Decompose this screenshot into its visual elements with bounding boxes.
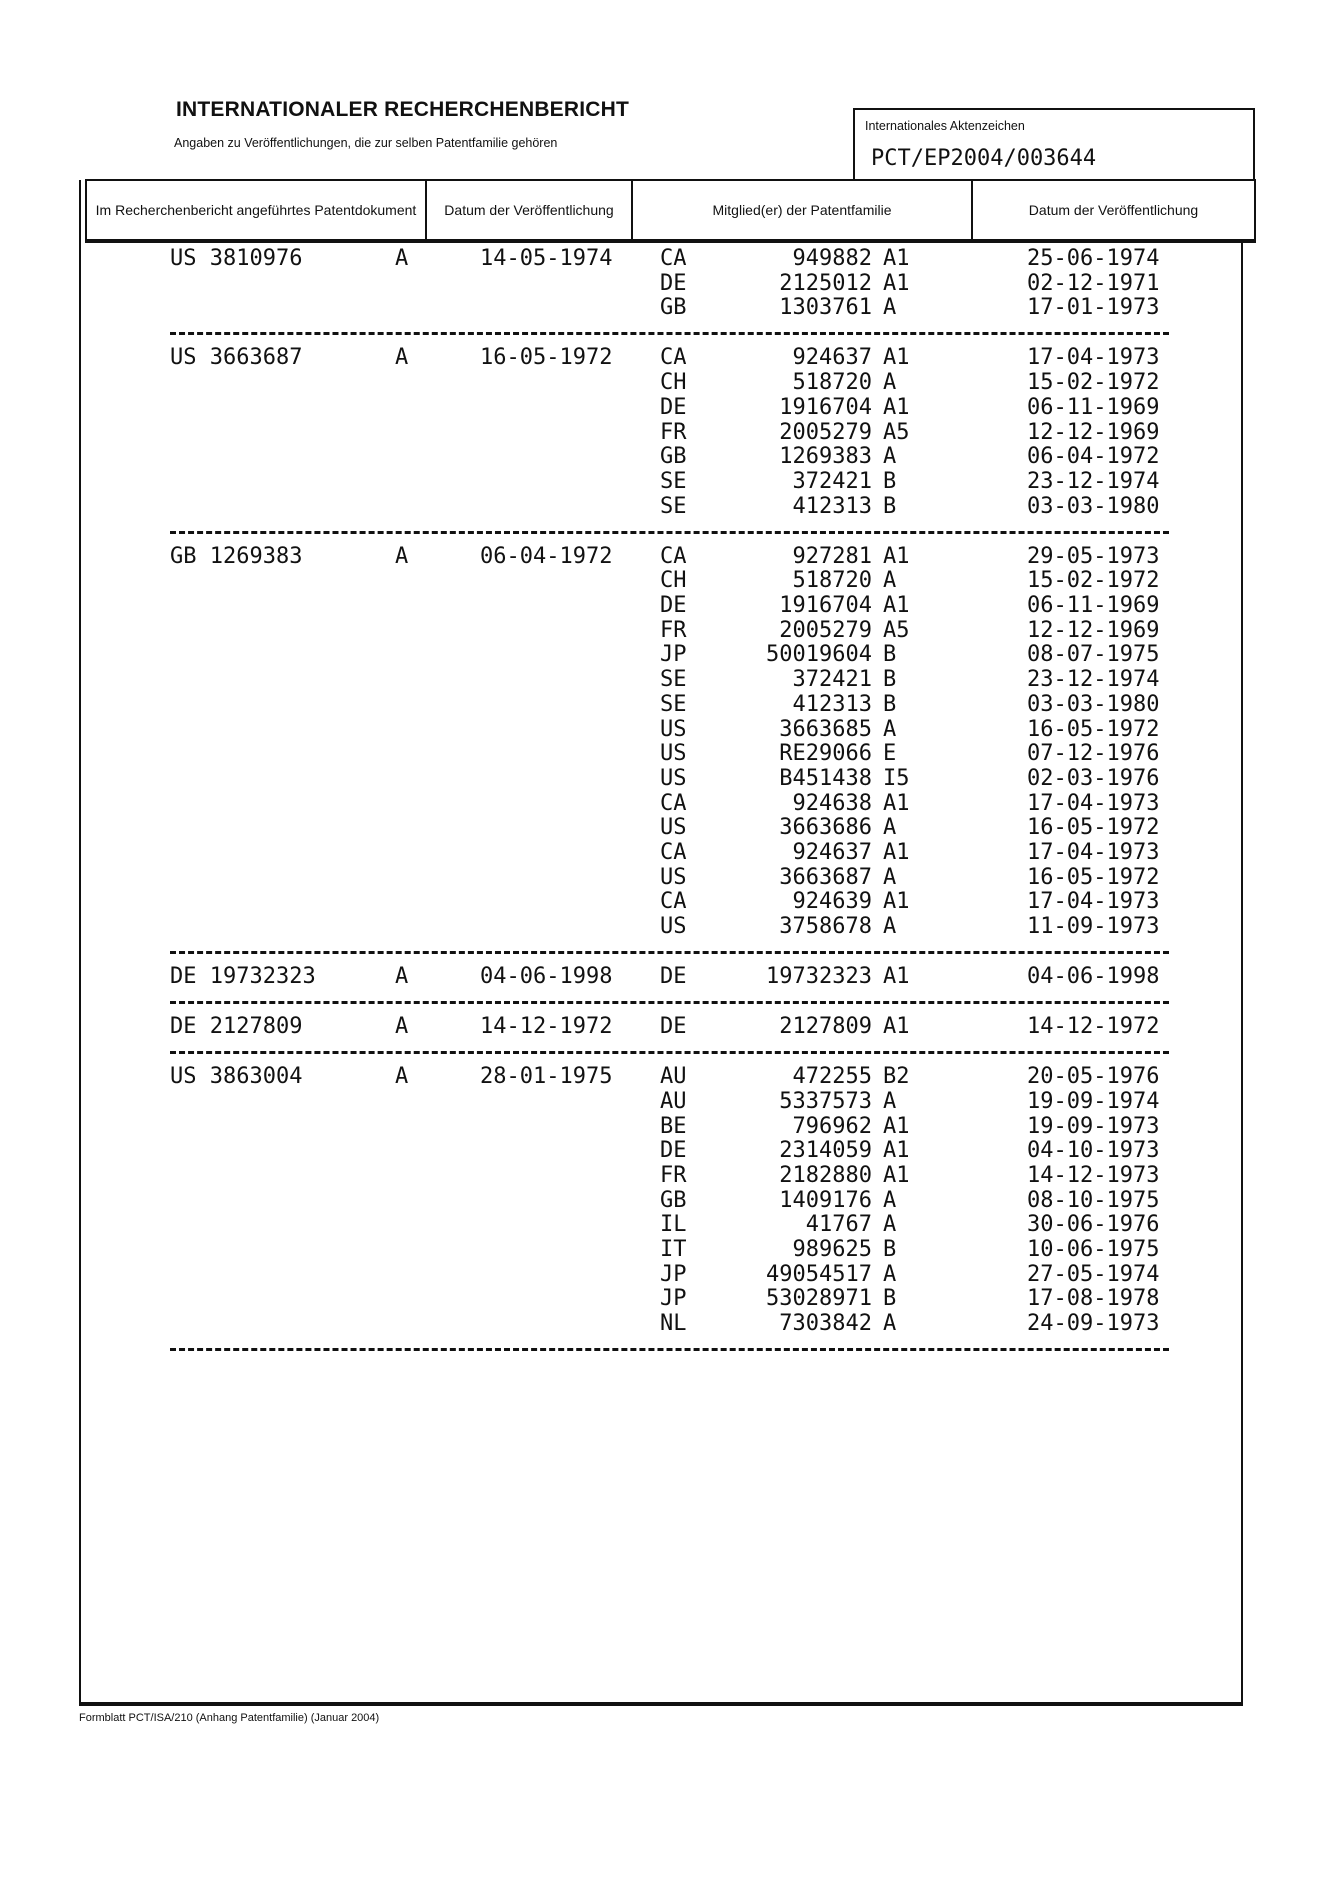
member-number: 50019604 [672, 643, 872, 667]
member-date: 08-10-1975 [1027, 1189, 1159, 1213]
member-number: 472255 [672, 1065, 872, 1089]
member-date: 17-04-1973 [1027, 346, 1159, 370]
cited-document-number: US 3810976 [170, 247, 302, 271]
member-kind: A5 [883, 421, 910, 445]
cited-document-date: 06-04-1972 [480, 545, 612, 569]
member-country: US [660, 866, 687, 890]
member-kind: B2 [883, 1065, 910, 1089]
member-number: 3663687 [672, 866, 872, 890]
group-separator [170, 1051, 1169, 1054]
cited-document-kind: A [395, 346, 408, 370]
group-separator [170, 531, 1169, 534]
member-kind: A [883, 296, 896, 320]
cited-document-kind: A [395, 1015, 408, 1039]
member-date: 19-09-1974 [1027, 1090, 1159, 1114]
group-separator [170, 1001, 1169, 1004]
cited-document-number: DE 2127809 [170, 1015, 302, 1039]
cited-document-number: US 3863004 [170, 1065, 302, 1089]
member-number: 924637 [672, 841, 872, 865]
form-footer: Formblatt PCT/ISA/210 (Anhang Patentfamilie) (Januar 2004) [79, 1712, 379, 1724]
member-kind: A1 [883, 346, 910, 370]
member-kind: A [883, 816, 896, 840]
member-number: 3758678 [672, 915, 872, 939]
member-country: US [660, 718, 687, 742]
member-number: 2182880 [672, 1164, 872, 1188]
member-date: 12-12-1969 [1027, 421, 1159, 445]
member-date: 14-12-1972 [1027, 1015, 1159, 1039]
member-number: 924637 [672, 346, 872, 370]
member-date: 29-05-1973 [1027, 545, 1159, 569]
member-kind: B [883, 668, 896, 692]
member-number: 41767 [672, 1213, 872, 1237]
member-number: 1269383 [672, 445, 872, 469]
member-number: 5337573 [672, 1090, 872, 1114]
member-kind: A [883, 1189, 896, 1213]
member-number: 19732323 [672, 965, 872, 989]
member-country: US [660, 767, 687, 791]
member-kind: A [883, 718, 896, 742]
member-number: 2127809 [672, 1015, 872, 1039]
member-number: 949882 [672, 247, 872, 271]
member-date: 06-11-1969 [1027, 594, 1159, 618]
member-number: 1303761 [672, 296, 872, 320]
member-country: BE [660, 1115, 687, 1139]
member-country: CA [660, 545, 687, 569]
member-kind: B [883, 643, 896, 667]
member-date: 14-12-1973 [1027, 1164, 1159, 1188]
member-date: 17-08-1978 [1027, 1287, 1159, 1311]
member-date: 12-12-1969 [1027, 619, 1159, 643]
cited-document-date: 14-12-1972 [480, 1015, 612, 1039]
member-country: JP [660, 1287, 687, 1311]
member-country: US [660, 742, 687, 766]
member-date: 16-05-1972 [1027, 816, 1159, 840]
group-separator [170, 332, 1169, 335]
member-number: 924639 [672, 890, 872, 914]
member-country: DE [660, 1139, 687, 1163]
member-country: GB [660, 445, 687, 469]
member-country: IT [660, 1238, 687, 1262]
member-country: CH [660, 371, 687, 395]
member-number: 2005279 [672, 619, 872, 643]
member-country: DE [660, 1015, 687, 1039]
member-country: US [660, 915, 687, 939]
cited-document-date: 16-05-1972 [480, 346, 612, 370]
member-date: 02-12-1971 [1027, 272, 1159, 296]
member-date: 06-04-1972 [1027, 445, 1159, 469]
member-kind: A [883, 445, 896, 469]
member-kind: A [883, 915, 896, 939]
member-date: 10-06-1975 [1027, 1238, 1159, 1262]
member-kind: B [883, 1238, 896, 1262]
member-country: SE [660, 693, 687, 717]
member-kind: A [883, 866, 896, 890]
member-date: 04-10-1973 [1027, 1139, 1159, 1163]
member-country: CH [660, 569, 687, 593]
member-country: AU [660, 1090, 687, 1114]
column-header-member-date: Datum der Veröffentlichung [973, 181, 1254, 239]
member-number: 927281 [672, 545, 872, 569]
member-date: 17-04-1973 [1027, 841, 1159, 865]
member-kind: A [883, 1263, 896, 1287]
member-number: 1916704 [672, 594, 872, 618]
cited-document-date: 14-05-1974 [480, 247, 612, 271]
member-kind: A [883, 1090, 896, 1114]
member-number: 372421 [672, 470, 872, 494]
member-country: JP [660, 1263, 687, 1287]
member-country: SE [660, 470, 687, 494]
member-number: 796962 [672, 1115, 872, 1139]
group-separator [170, 951, 1169, 954]
member-kind: A1 [883, 841, 910, 865]
member-date: 19-09-1973 [1027, 1115, 1159, 1139]
member-country: DE [660, 965, 687, 989]
member-number: 2314059 [672, 1139, 872, 1163]
member-number: 7303842 [672, 1312, 872, 1336]
cited-document-kind: A [395, 1065, 408, 1089]
member-number: 3663686 [672, 816, 872, 840]
member-number: 518720 [672, 371, 872, 395]
member-number: RE29066 [672, 742, 872, 766]
member-kind: A1 [883, 890, 910, 914]
member-date: 15-02-1972 [1027, 371, 1159, 395]
member-date: 17-04-1973 [1027, 792, 1159, 816]
aktenzeichen-label: Internationales Aktenzeichen [865, 119, 1025, 133]
member-date: 06-11-1969 [1027, 396, 1159, 420]
report-subtitle: Angaben zu Veröffentlichungen, die zur selben Patentfamilie gehören [174, 136, 557, 150]
member-country: CA [660, 247, 687, 271]
member-kind: B [883, 495, 896, 519]
member-country: FR [660, 619, 687, 643]
member-date: 25-06-1974 [1027, 247, 1159, 271]
cited-document-kind: A [395, 965, 408, 989]
member-country: GB [660, 296, 687, 320]
member-kind: A [883, 569, 896, 593]
cited-document-number: US 3663687 [170, 346, 302, 370]
member-kind: A1 [883, 1115, 910, 1139]
member-date: 03-03-1980 [1027, 693, 1159, 717]
member-country: FR [660, 1164, 687, 1188]
member-number: B451438 [672, 767, 872, 791]
member-date: 23-12-1974 [1027, 668, 1159, 692]
member-kind: A1 [883, 396, 910, 420]
member-country: SE [660, 495, 687, 519]
member-country: DE [660, 594, 687, 618]
member-country: DE [660, 396, 687, 420]
report-title: INTERNATIONALER RECHERCHENBERICHT [176, 98, 629, 122]
member-number: 1409176 [672, 1189, 872, 1213]
member-kind: B [883, 470, 896, 494]
member-number: 924638 [672, 792, 872, 816]
member-kind: A [883, 1312, 896, 1336]
member-country: CA [660, 792, 687, 816]
member-country: JP [660, 643, 687, 667]
member-country: NL [660, 1312, 687, 1336]
member-date: 02-03-1976 [1027, 767, 1159, 791]
member-date: 11-09-1973 [1027, 915, 1159, 939]
member-date: 23-12-1974 [1027, 470, 1159, 494]
member-number: 412313 [672, 495, 872, 519]
cited-document-date: 28-01-1975 [480, 1065, 612, 1089]
member-country: CA [660, 841, 687, 865]
member-kind: A1 [883, 594, 910, 618]
member-country: FR [660, 421, 687, 445]
member-number: 989625 [672, 1238, 872, 1262]
member-kind: A1 [883, 1015, 910, 1039]
member-kind: A [883, 1213, 896, 1237]
member-country: IL [660, 1213, 687, 1237]
member-number: 3663685 [672, 718, 872, 742]
cited-document-number: GB 1269383 [170, 545, 302, 569]
member-date: 03-03-1980 [1027, 495, 1159, 519]
cited-document-date: 04-06-1998 [480, 965, 612, 989]
member-number: 53028971 [672, 1287, 872, 1311]
member-date: 16-05-1972 [1027, 718, 1159, 742]
member-country: US [660, 816, 687, 840]
member-kind: B [883, 693, 896, 717]
member-country: GB [660, 1189, 687, 1213]
member-number: 49054517 [672, 1263, 872, 1287]
member-kind: A1 [883, 272, 910, 296]
group-separator [170, 1348, 1169, 1351]
aktenzeichen-value: PCT/EP2004/003644 [871, 146, 1096, 171]
member-number: 372421 [672, 668, 872, 692]
column-header-date: Datum der Veröffentlichung [427, 181, 633, 239]
member-date: 24-09-1973 [1027, 1312, 1159, 1336]
member-date: 15-02-1972 [1027, 569, 1159, 593]
member-number: 518720 [672, 569, 872, 593]
member-kind: A [883, 371, 896, 395]
member-date: 17-04-1973 [1027, 890, 1159, 914]
member-country: SE [660, 668, 687, 692]
member-kind: A1 [883, 1164, 910, 1188]
cited-document-kind: A [395, 545, 408, 569]
member-number: 2125012 [672, 272, 872, 296]
member-number: 1916704 [672, 396, 872, 420]
member-kind: B [883, 1287, 896, 1311]
member-date: 16-05-1972 [1027, 866, 1159, 890]
member-date: 30-06-1976 [1027, 1213, 1159, 1237]
column-header-family-members: Mitglied(er) der Patentfamilie [633, 181, 973, 239]
member-kind: A1 [883, 792, 910, 816]
member-country: AU [660, 1065, 687, 1089]
member-date: 20-05-1976 [1027, 1065, 1159, 1089]
member-date: 27-05-1974 [1027, 1263, 1159, 1287]
member-country: DE [660, 272, 687, 296]
member-kind: A1 [883, 1139, 910, 1163]
column-header-document: Im Recherchenbericht angeführtes Patentdokument [87, 181, 427, 239]
member-kind: A1 [883, 545, 910, 569]
cited-document-number: DE 19732323 [170, 965, 316, 989]
member-kind: I5 [883, 767, 910, 791]
cited-document-kind: A [395, 247, 408, 271]
member-country: CA [660, 890, 687, 914]
member-kind: E [883, 742, 896, 766]
member-date: 08-07-1975 [1027, 643, 1159, 667]
member-kind: A1 [883, 247, 910, 271]
member-date: 04-06-1998 [1027, 965, 1159, 989]
member-country: CA [660, 346, 687, 370]
member-kind: A5 [883, 619, 910, 643]
table-body [0, 0, 1336, 1700]
member-kind: A1 [883, 965, 910, 989]
member-date: 07-12-1976 [1027, 742, 1159, 766]
member-date: 17-01-1973 [1027, 296, 1159, 320]
member-number: 2005279 [672, 421, 872, 445]
member-number: 412313 [672, 693, 872, 717]
